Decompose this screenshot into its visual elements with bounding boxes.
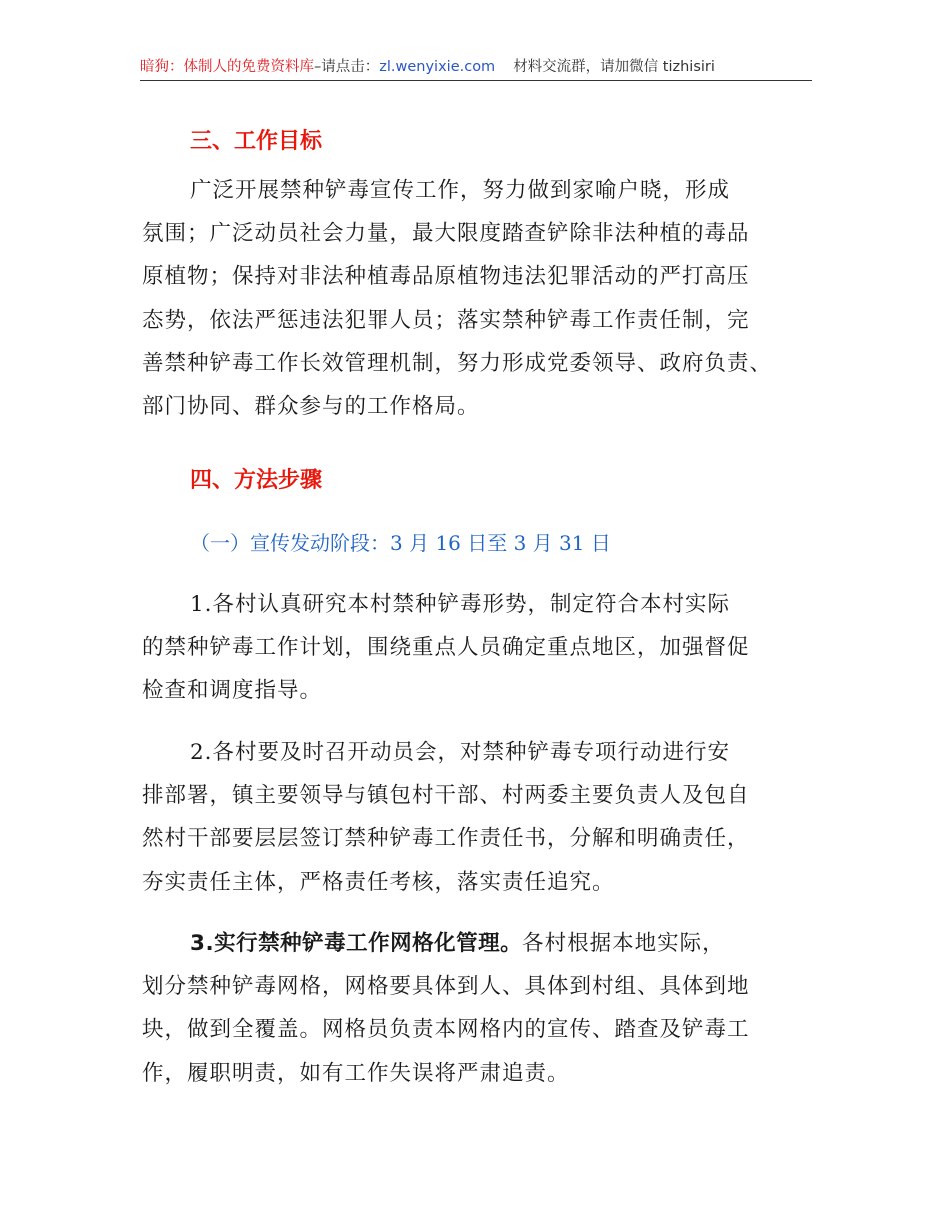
item2-paragraph [142, 731, 814, 904]
header-group-text: 材料交流群，请加微信 tizhisiri [513, 59, 715, 75]
paragraph-line [142, 922, 814, 965]
paragraph-line: 检查和调度指导。 [142, 678, 323, 704]
section3-paragraph [142, 169, 814, 428]
item3-first-rest: 各村根据本地实际， [522, 931, 725, 956]
item1-paragraph [142, 583, 814, 713]
section4-heading: 四、方法步骤 [190, 468, 323, 493]
paragraph-line: 块，做到全覆盖。网格员负责本网格内的宣传、踏查及铲毒工 [142, 1017, 750, 1043]
section3-heading: 三、工作目标 [190, 129, 323, 154]
paragraph-line: 的禁种铲毒工作计划，围绕重点人员确定重点地区，加强督促 [142, 635, 750, 661]
paragraph-line: 部门协同、群众参与的工作格局。 [142, 394, 480, 420]
paragraph-line: 态势，依法严惩违法犯罪人员；落实禁种铲毒工作责任制，完 [142, 307, 750, 333]
paragraph-line: 广泛开展禁种铲毒宣传工作，努力做到家喻户晓，形成 [190, 178, 731, 203]
header-click-prompt: –请点击： [314, 59, 380, 75]
paragraph-line: 作，履职明责，如有工作失误将严肃追责。 [142, 1060, 570, 1086]
stage1-subheading: （一）宣传发动阶段：3 月 16 日至 3 月 31 日 [190, 531, 611, 555]
page-header [140, 56, 812, 81]
paragraph-line: 2.各村要及时召开动员会，对禁种铲毒专项行动进行安 [190, 740, 731, 765]
paragraph-line: 划分禁种铲毒网格，网格要具体到人、具体到村组、具体到地 [142, 974, 750, 1000]
header-source-label: 暗狗：体制人的免费资料库 [140, 59, 314, 75]
paragraph-line: 排部署，镇主要领导与镇包村干部、村两委主要负责人及包自 [142, 783, 750, 809]
item3-paragraph [142, 922, 814, 1095]
paragraph-line: 善禁种铲毒工作长效管理机制，努力形成党委领导、政府负责、 [142, 350, 773, 376]
paragraph-line: 氛围；广泛动员社会力量，最大限度踏查铲除非法种植的毒品 [142, 221, 750, 247]
item3-bold-lead: 3.实行禁种铲毒工作网格化管理。 [190, 931, 523, 956]
paragraph-line: 然村干部要层层签订禁种铲毒工作责任书，分解和明确责任， [142, 826, 750, 852]
paragraph-line: 夯实责任主体，严格责任考核，落实责任追究。 [142, 869, 615, 895]
header-url-link[interactable]: zl.wenyixie.com [379, 59, 496, 75]
paragraph-line: 1.各村认真研究本村禁种铲毒形势，制定符合本村实际 [190, 592, 731, 617]
paragraph-line: 原植物；保持对非法种植毒品原植物违法犯罪活动的严打高压 [142, 264, 750, 290]
